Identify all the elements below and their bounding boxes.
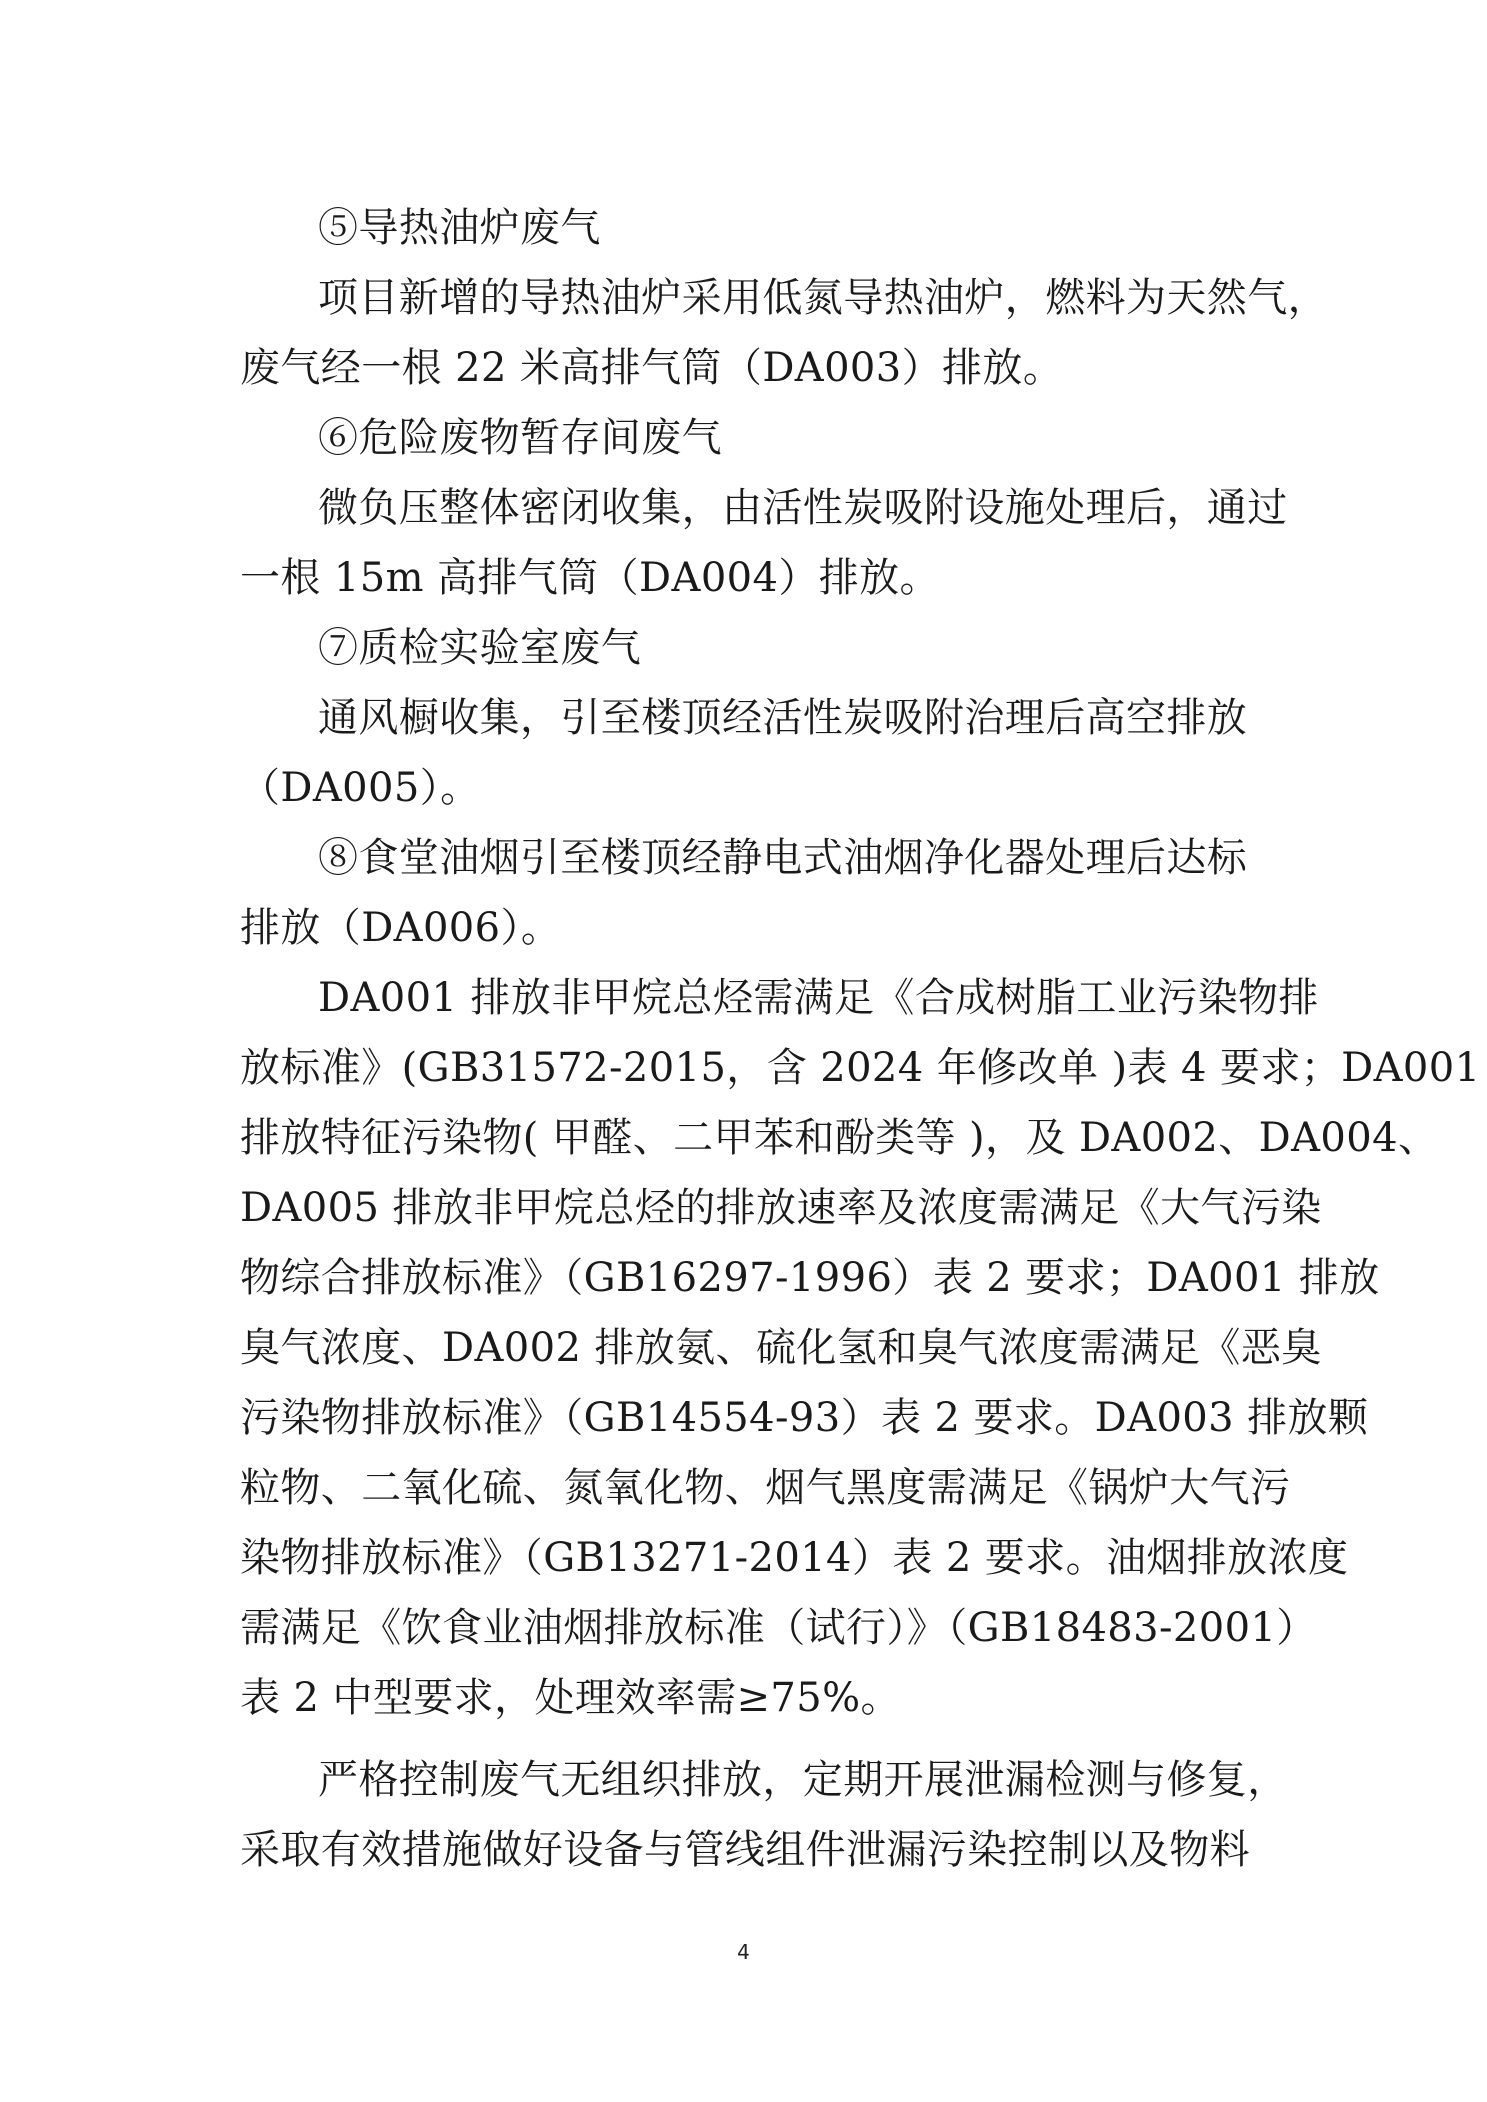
text-line: 表 2 中型要求，处理效率需≥75%。 <box>240 1675 901 1721</box>
text-line: DA001 排放非甲烷总烃需满足《合成树脂工业污染物排 <box>318 975 1319 1021</box>
text-line: 废气经一根 22 米高排气筒（DA003）排放。 <box>240 345 1064 391</box>
text-line: 采取有效措施做好设备与管线组件泄漏污染控制以及物料 <box>240 1827 1250 1873</box>
heading-thermal-oil-furnace: ⑤导热油炉废气 <box>318 205 601 251</box>
text-line: 粒物、二氧化硫、氮氧化物、烟气黑度需满足《锅炉大气污 <box>240 1465 1291 1511</box>
heading-hazardous-waste: ⑥危险废物暂存间废气 <box>318 415 722 461</box>
page-number: 4 <box>737 1940 750 1964</box>
text-line: 严格控制废气无组织排放，定期开展泄漏检测与修复， <box>318 1757 1288 1803</box>
text-line: （DA005）。 <box>240 765 481 811</box>
text-line: 通风橱收集，引至楼顶经活性炭吸附治理后高空排放 <box>318 695 1248 741</box>
text-line: 排放（DA006）。 <box>240 905 562 951</box>
text-line: 项目新增的导热油炉采用低氮导热油炉，燃料为天然气， <box>318 275 1328 321</box>
body-text <box>240 193 1481 1885</box>
paragraph-spacer <box>240 1733 1260 1745</box>
text-line: 污染物排放标准》（GB14554-93）表 2 要求。DA003 排放颗 <box>240 1395 1369 1441</box>
text-line: 排放特征污染物( 甲醛、二甲苯和酚类等 )，及 DA002、DA004、 <box>240 1115 1439 1161</box>
text-line: 物综合排放标准》（GB16297-1996）表 2 要求；DA001 排放 <box>240 1255 1380 1301</box>
text-line: 一根 15m 高排气筒（DA004）排放。 <box>240 555 940 601</box>
text-line: 微负压整体密闭收集，由活性炭吸附设施处理后，通过 <box>318 485 1288 531</box>
text-line: DA005 排放非甲烷总烃的排放速率及浓度需满足《大气污染 <box>240 1185 1322 1231</box>
text-line: 放标准》(GB31572-2015，含 2024 年修改单 )表 4 要求；DA001 <box>240 1045 1481 1091</box>
text-line: 染物排放标准》（GB13271-2014）表 2 要求。油烟排放浓度 <box>240 1535 1349 1581</box>
text-line: ⑧食堂油烟引至楼顶经静电式油烟净化器处理后达标 <box>318 835 1248 881</box>
text-line: 需满足《饮食业油烟排放标准（试行）》（GB18483-2001） <box>240 1605 1317 1651</box>
text-line: 臭气浓度、DA002 排放氨、硫化氢和臭气浓度需满足《恶臭 <box>240 1325 1322 1371</box>
heading-qc-lab: ⑦质检实验室废气 <box>318 625 642 671</box>
